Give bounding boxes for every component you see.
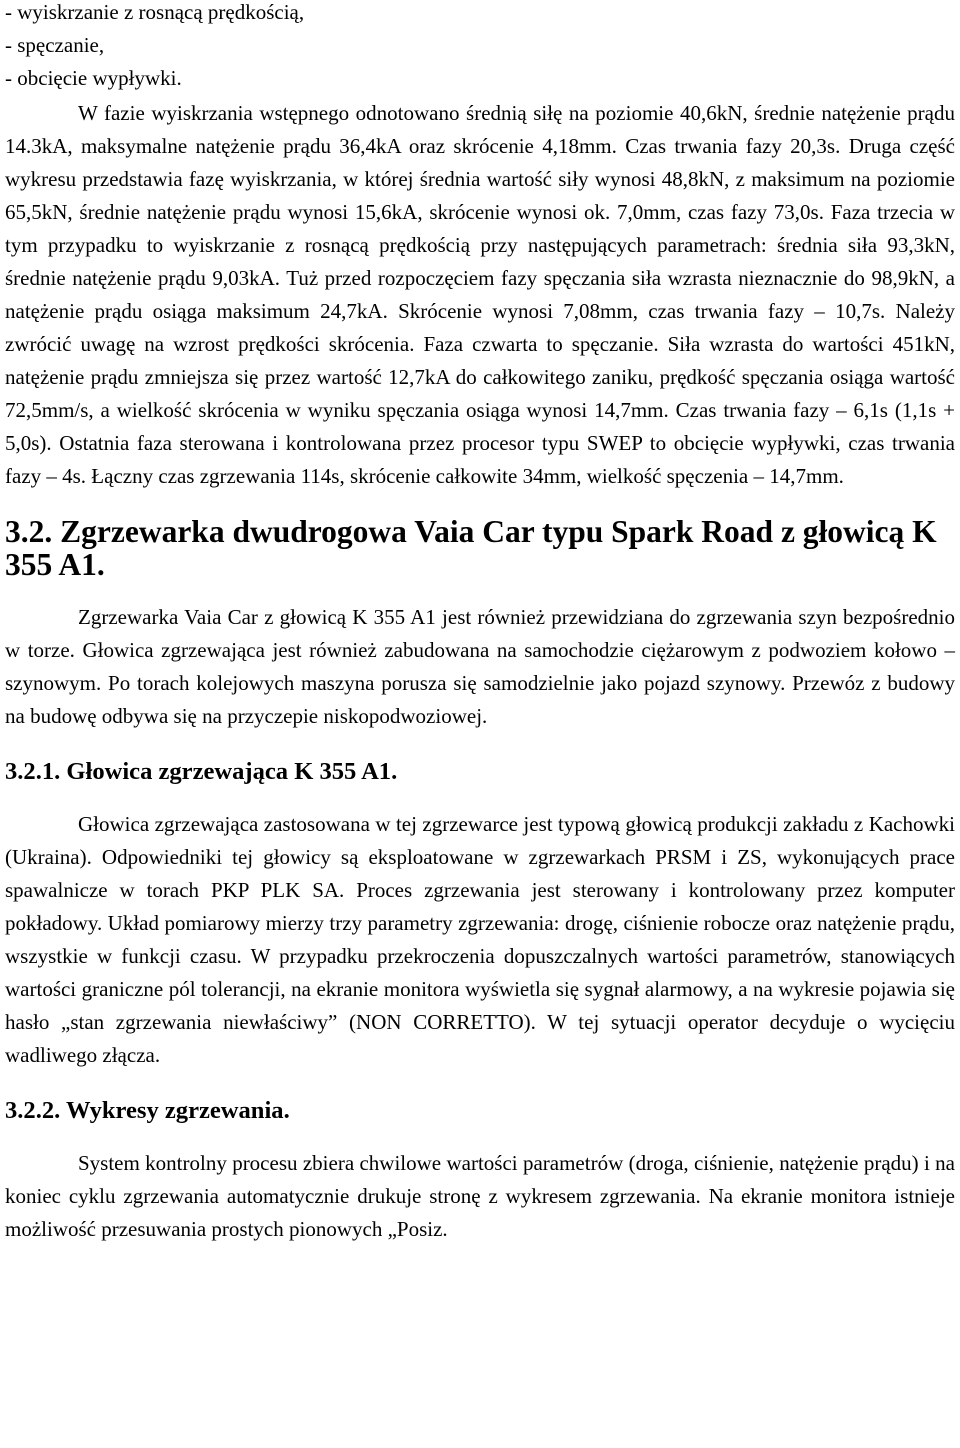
section-heading-3-2-2: 3.2.2. Wykresy zgrzewania. — [5, 1097, 290, 1124]
paragraph-control-system: System kontrolny procesu zbiera chwilowe wartości parametrów (droga, ciśnienie, natężenie prądu) i na koniec cyklu zgrzewania automatycznie drukuje stronę z wykresem zgrzewania. Na ekranie monitora istnieje możliwość przesuwania prostych pionowych „Posiz. — [5, 1151, 955, 1241]
paragraph-welding-head: Głowica zgrzewająca zastosowana w tej zgrzewarce jest typową głowicą produkcji zakładu z Kachowki (Ukraina). Odpowiedniki tej głowicy są eksploatowane w zgrzewarkach PRSM i ZS, wykonujących prace spawalnicze w torach PKP PLK SA. Proces zgrzewania jest sterowany i kontrolowany przez komputer pokładowy. Układ pomiarowy mierzy trzy parametry zgrzewania: drogę, ciśnienie robocze oraz natężenie prądu, wszystkie w funkcji czasu. W przypadku przekroczenia dopuszczalnych wartości parametrów, stanowiących wartości graniczne pól tolerancji, na ekranie monitora wyświetla się sygnał alarmowy, a na wykresie pojawia się hasło „stan zgrzewania niewłaściwy” (NON CORRETTO). W tej sytuacji operator decyduje o wycięciu wadliwego złącza. — [5, 812, 955, 1067]
section-heading-3-2: 3.2. Zgrzewarka dwudrogowa Vaia Car typu Spark Road z głowicą K 355 A1. — [5, 514, 937, 582]
section-heading-3-2-1: 3.2.1. Głowica zgrzewająca K 355 A1. — [5, 758, 398, 785]
paragraph-welding-phases: W fazie wyiskrzania wstępnego odnotowano średnią siłę na poziomie 40,6kN, średnie natężenie prądu 14.3kA, maksymalne natężenie prądu 36,4kA oraz skrócenie 4,18mm. Czas trwania fazy 20,3s. Druga część wykresu przedstawia fazę wyiskrzania, w której średnia wartość siły wynosi 48,8kN, z maksimum na poziomie 65,5kN, średnie natężenie prądu wynosi 15,6kA, skrócenie wynosi ok. 7,0mm, czas fazy 73,0s. Faza trzecia w tym przypadku to wyiskrzanie z rosnącą prędkością przy następujących parametrach: średnia siła 93,3kN, średnie natężenie prądu 9,03kA. Tuż przed rozpoczęciem fazy spęczania siła wzrasta nieznacznie do 98,9kN, a natężenie prądu osiąga maksimum 24,7kA. Skrócenie wynosi 7,08mm, czas trwania fazy – 10,7s. Należy zwrócić uwagę na wzrost prędkości skrócenia. Faza czwarta to spęczanie. Siła wzrasta do wartości 451kN, natężenie prądu zmniejsza się przez wartość 12,7kA do całkowitego zaniku, prędkość spęczania osiąga wartość 72,5mm/s, a wielkość skrócenia w wyniku spęczania osiąga wynosi 14,7mm. Czas trwania fazy – 6,1s (1,1s + 5,0s). Ostatnia faza sterowana i kontrolowana przez procesor typu SWEP to obcięcie wypływki, czas trwania fazy – 4s. Łączny czas zgrzewania 114s, skrócenie całkowite 34mm, wielkość spęczenia – 14,7mm. — [5, 101, 955, 488]
paragraph-vaia-car: Zgrzewarka Vaia Car z głowicą K 355 A1 jest również przewidziana do zgrzewania szyn bezpośrednio w torze. Głowica zgrzewająca jest również zabudowana na samochodzie ciężarowym z podwoziem kołowo – szynowym. Po torach kolejowych maszyna porusza się samodzielnie jako pojazd szynowy. Przewóz z budowy na budowę odbywa się na przyczepie niskopodwoziowej. — [5, 605, 955, 728]
list-item: - obcięcie wypływki. — [5, 66, 182, 90]
list-item: - spęczanie, — [5, 33, 105, 57]
document-page — [5, 0, 955, 1246]
bullet-list — [5, 0, 955, 95]
list-item: - wyiskrzanie z rosnącą prędkością, — [5, 0, 305, 24]
